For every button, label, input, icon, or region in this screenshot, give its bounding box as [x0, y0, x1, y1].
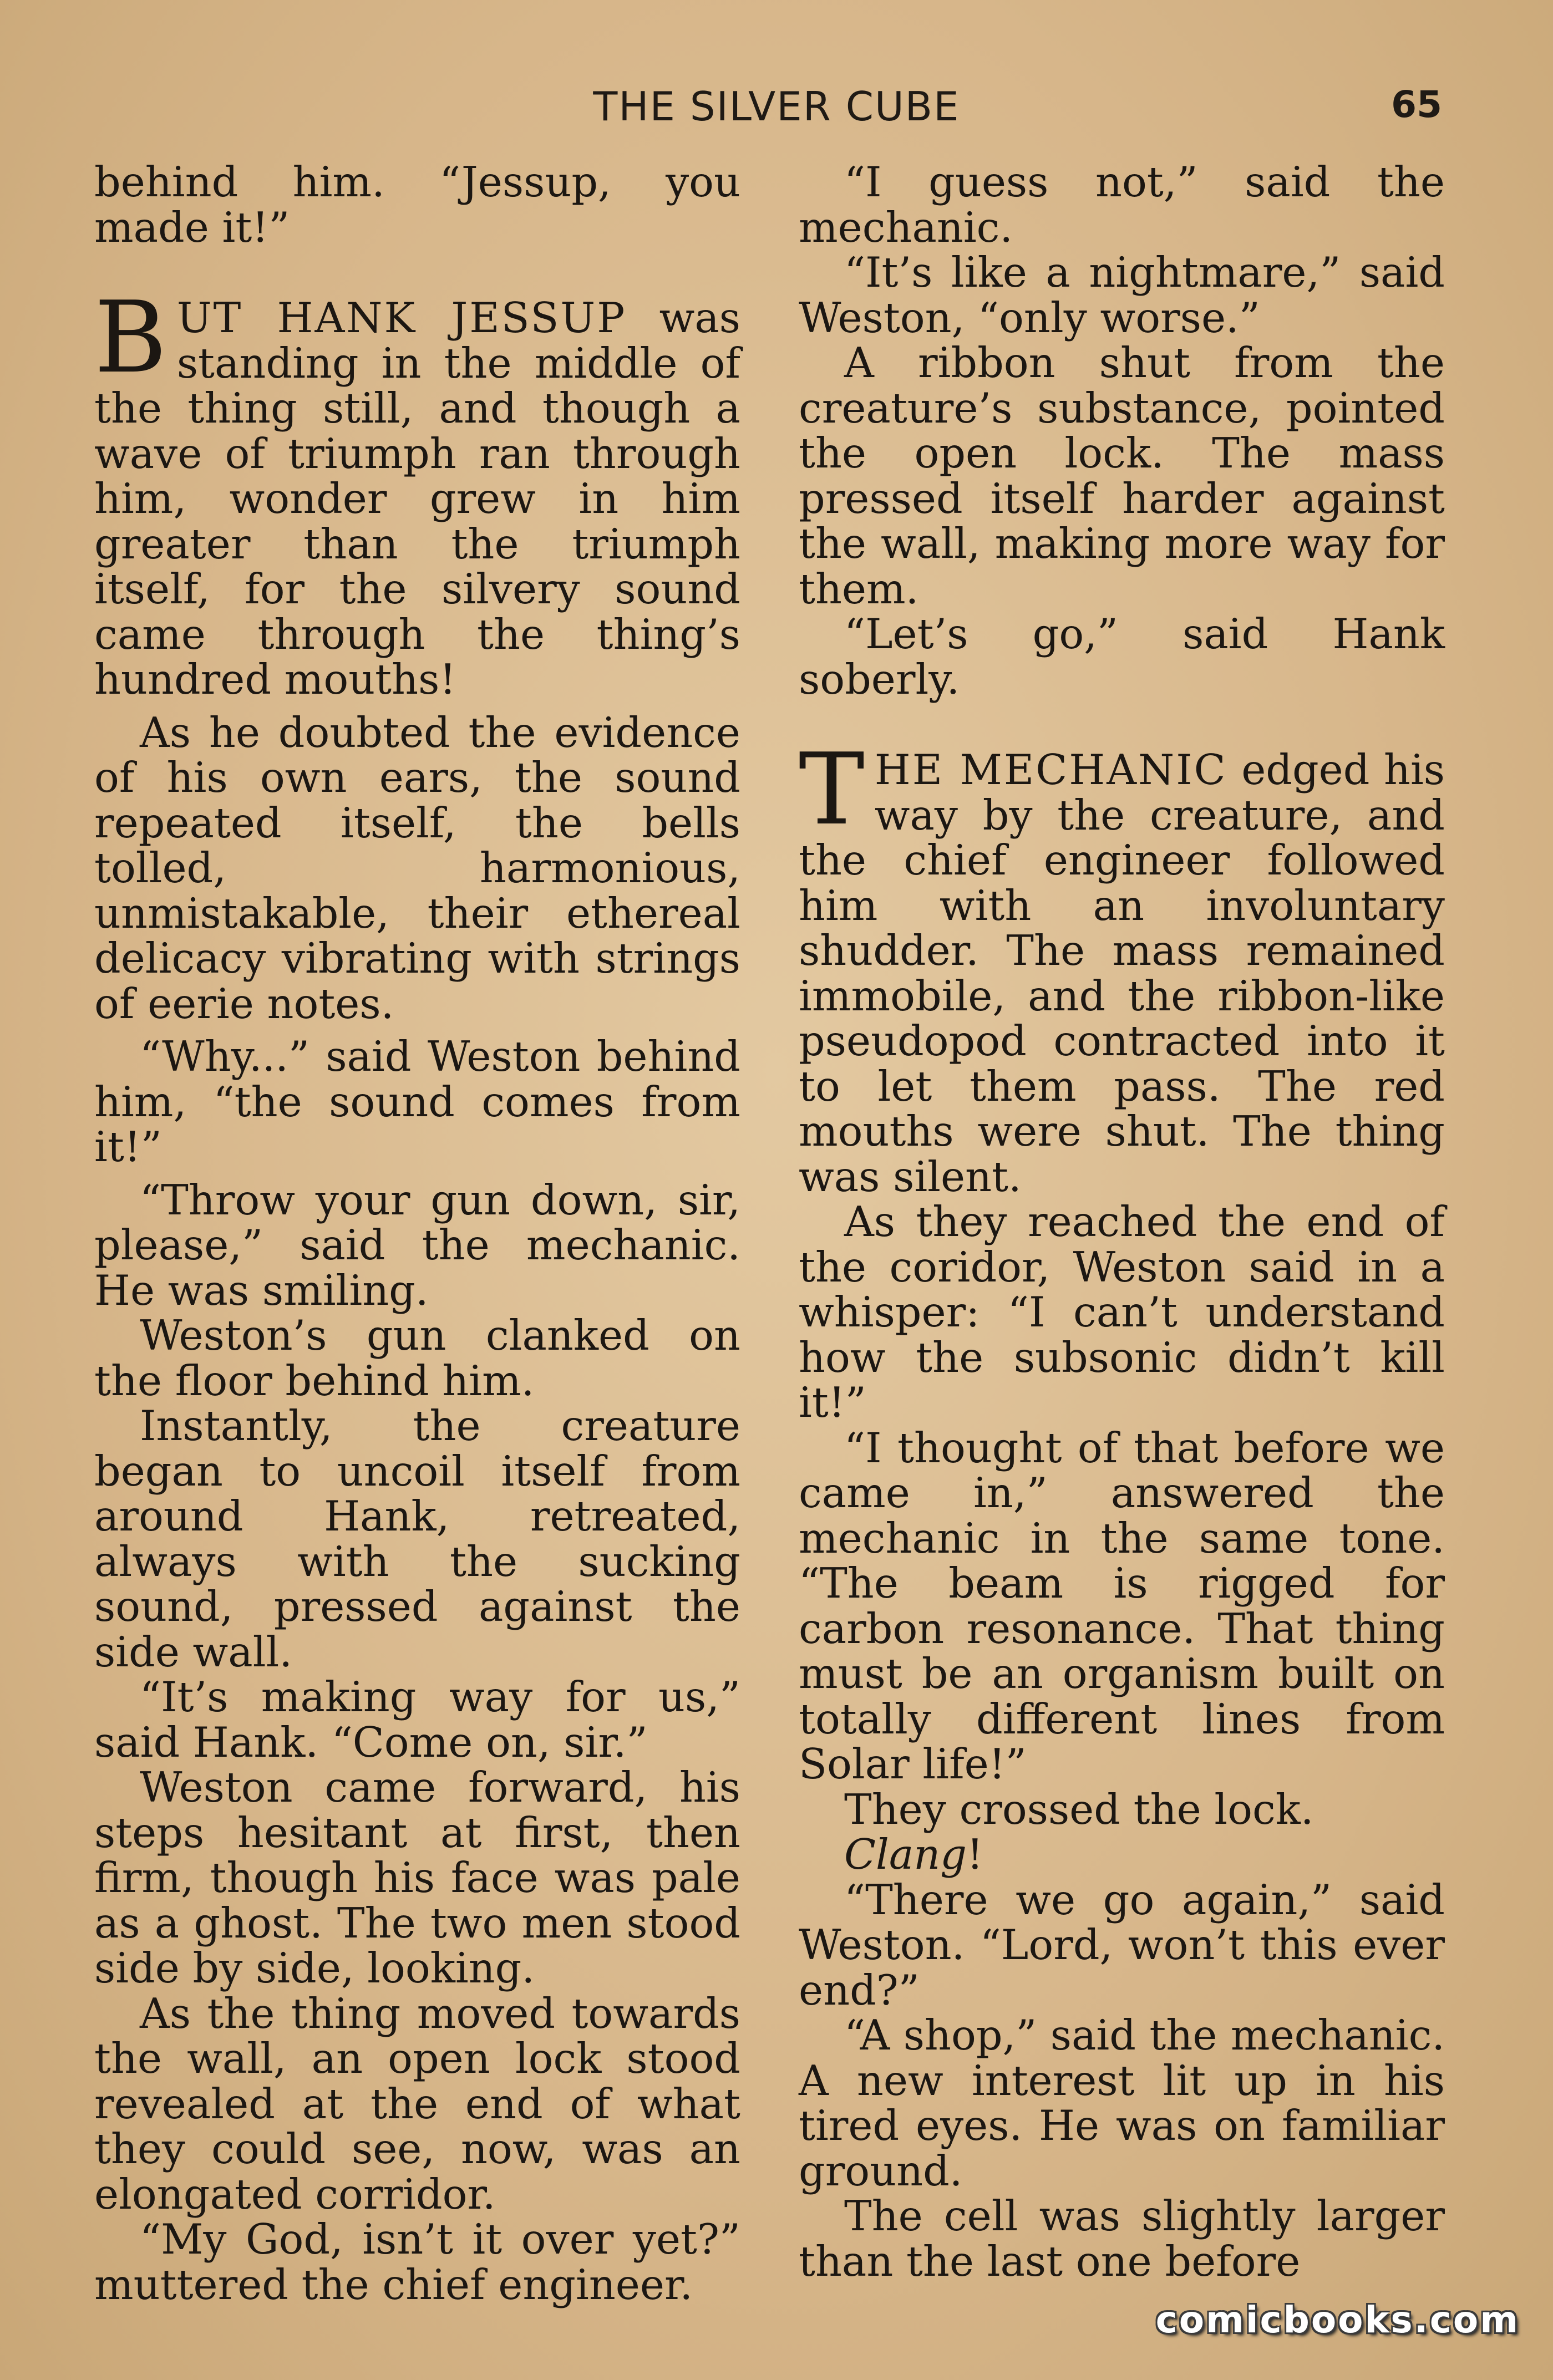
page-header	[0, 83, 1553, 144]
paragraph-text: was standing in the middle of the thing still, and though a wave of triumph ran through him, wonder grew in him greater than the triumph itself, for the silvery sound came through the thing’s hundred mouths!	[94, 294, 740, 704]
paragraph: Instantly, the creature began to uncoil itself from around Hank, retreated, always with the sucking sound, pressed against the side wall.	[94, 1402, 740, 1676]
section-opening-paragraph	[799, 732, 1445, 1201]
paragraph: “I guess not,” said the mechanic.	[799, 158, 1445, 252]
paragraph	[799, 1832, 1445, 1878]
paragraph: “It’s making way for us,” said Hank. “Come on, sir.”	[94, 1673, 740, 1767]
lead-in-caps: HE MECHANIC	[874, 746, 1227, 794]
drop-cap: B	[94, 280, 167, 395]
paragraph: As they reached the end of the coridor, Weston said in a whisper: “I can’t understand how the subsonic didn’t kill it!”	[799, 1198, 1445, 1427]
paragraph: “Let’s go,” said Hank soberly.	[799, 610, 1445, 704]
left-column	[94, 160, 740, 2307]
paragraph: Weston’s gun clanked on the floor behind him.	[94, 1311, 740, 1405]
right-column	[799, 160, 1445, 2284]
paragraph: They crossed the lock.	[844, 1785, 1314, 1834]
paragraph-text: !	[966, 1830, 983, 1879]
paragraph: The cell was slightly larger than the last one before	[799, 2192, 1445, 2286]
drop-cap: T	[799, 732, 865, 847]
paragraph-text: edged his way by the creature, and the chief engineer followed him with an involuntary shudder. The mass remained immobile, and the ribbon-like pseudopod contracted into it to let them pass. The red mouths were shut. The thing was silent.	[799, 746, 1445, 1201]
watermark: comicbooks.com	[1155, 2298, 1520, 2341]
running-title: THE SILVER CUBE	[593, 83, 960, 130]
paragraph: “I thought of that before we came in,” answered the mechanic in the same tone. “The beam is rigged for carbon resonance. That thing must be an organism built on totally different lines from Solar life!”	[799, 1423, 1445, 1788]
paragraph: Weston came forward, his steps hesitant at first, then firm, though his face was pale as a ghost. The two men stood side by side, looking.	[94, 1763, 740, 1992]
paragraph: A ribbon shut from the creature’s substance, pointed the open lock. The mass pressed itself harder against the wall, making more way for them.	[799, 339, 1445, 613]
section-opening-paragraph	[94, 280, 740, 704]
sound-effect: Clang	[844, 1830, 967, 1879]
paragraph: “A shop,” said the mechanic. A new interest lit up in his tired eyes. He was on familiar ground.	[799, 2011, 1445, 2195]
paragraph: “There we go again,” said Weston. “Lord, won’t this ever end?”	[799, 1875, 1445, 2015]
paragraph: As the thing moved towards the wall, an open lock stood revealed at the end of what they could see, now, was an elongated corridor.	[94, 1989, 740, 2219]
paragraph: “Why...” said Weston behind him, “the sound comes from it!”	[94, 1033, 740, 1171]
page-number: 65	[1391, 83, 1442, 126]
paragraph: “My God, isn’t it over yet?” muttered the chief engineer.	[94, 2215, 740, 2309]
paragraph: “Throw your gun down, sir, please,” said the mechanic. He was smiling.	[94, 1176, 740, 1315]
paragraph: As he doubted the evidence of his own ears, the sound repeated itself, the bells tolled, harmonious, unmistakable, their ethereal delicacy vibrating with strings of eerie notes.	[94, 708, 740, 1028]
lead-in-caps: UT HANK JESSUP	[176, 294, 627, 342]
paragraph: behind him. “Jessup, you made it!”	[94, 158, 740, 252]
paragraph: “It’s like a nightmare,” said Weston, “only worse.”	[799, 248, 1445, 342]
